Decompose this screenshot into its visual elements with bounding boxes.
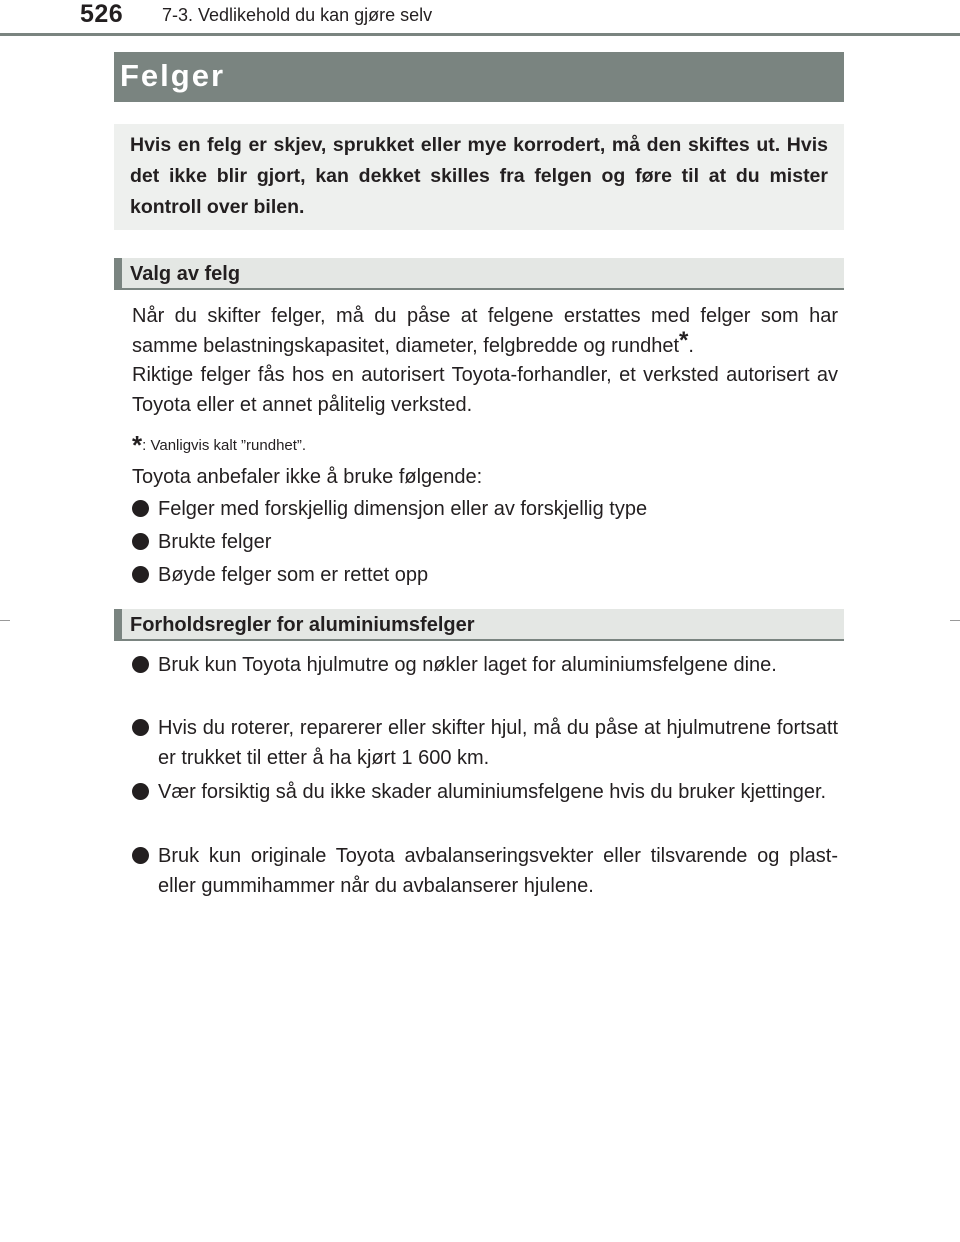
list-item-text: Hvis du roterer, reparerer eller skifter hjul, må du påse at hjulmutrene fortsatt er trukket til etter å ha kjørt 1 600 km. (158, 717, 838, 769)
list-item-text: Brukte felger (158, 531, 272, 553)
subheading-valg-av-felg: Valg av felg (114, 258, 844, 290)
list-item-text: Vær forsiktig så du ikke skader aluminiumsfelgene hvis du bruker kjettinger. (158, 781, 827, 803)
list-item (132, 650, 838, 680)
list-item-text: Bøyde felger som er rettet opp (158, 564, 429, 586)
intro-not-recommended: Toyota anbefaler ikke å bruke følgende: (132, 466, 483, 488)
paragraph-felg-replacement (132, 301, 838, 361)
footnote-reference-mark: * (679, 327, 689, 354)
bullet-dot-icon (132, 783, 149, 800)
paragraph-end-punctuation: . (688, 335, 694, 357)
list-item (132, 777, 838, 807)
paragraph-dealer: Riktige felger fås hos en autorisert Toyota-forhandler, et verksted autorisert av Toyota eller et annet pålitelig verksted. (132, 364, 838, 416)
bullet-dot-icon (132, 566, 149, 583)
bullet-dot-icon (132, 656, 149, 673)
bullet-dot-icon (132, 847, 149, 864)
subheading-aluminium: Forholdsregler for aluminiumsfelger (114, 609, 844, 641)
bullet-dot-icon (132, 719, 149, 736)
warning-box (114, 124, 844, 230)
list-item (132, 527, 838, 557)
bullet-dot-icon (132, 533, 149, 550)
list-item-text: Bruk kun originale Toyota avbalanseringsvekter eller tilsvarende og plast- eller gummihammer når du avbalanserer hjulene. (158, 845, 838, 897)
paragraph-felg-replacement-text: Når du skifter felger, må du påse at felgene erstattes med felger som har samme belastningskapasitet, diameter, felgbredde og rundhet (132, 305, 838, 357)
section-reference: 7-3. Vedlikehold du kan gjøre selv (162, 5, 433, 25)
list-item (132, 560, 838, 590)
bullet-dot-icon (132, 500, 149, 517)
page-title: Felger (114, 52, 844, 102)
list-item (132, 713, 838, 773)
list-item-text: Bruk kun Toyota hjulmutre og nøkler laget for aluminiumsfelgene dine. (158, 654, 777, 676)
list-item-text: Felger med forskjellig dimensjon eller av forskjellig type (158, 498, 648, 520)
crop-mark-left (0, 620, 10, 621)
footnote-text: : Vanligvis kalt ”rundhet”. (142, 437, 307, 454)
warning-text: Hvis en felg er skjev, sprukket eller mye korrodert, må den skiftes ut. Hvis det ikke blir gjort, kan dekket skilles fra felgen og føre til at du mister kontroll over bilen. (130, 134, 828, 218)
header-divider (0, 33, 960, 36)
list-item (132, 494, 838, 524)
footnote (132, 426, 307, 460)
list-item (132, 841, 838, 901)
crop-mark-right (950, 620, 960, 621)
page-number: 526 (80, 0, 124, 28)
footnote-mark: * (132, 430, 143, 460)
